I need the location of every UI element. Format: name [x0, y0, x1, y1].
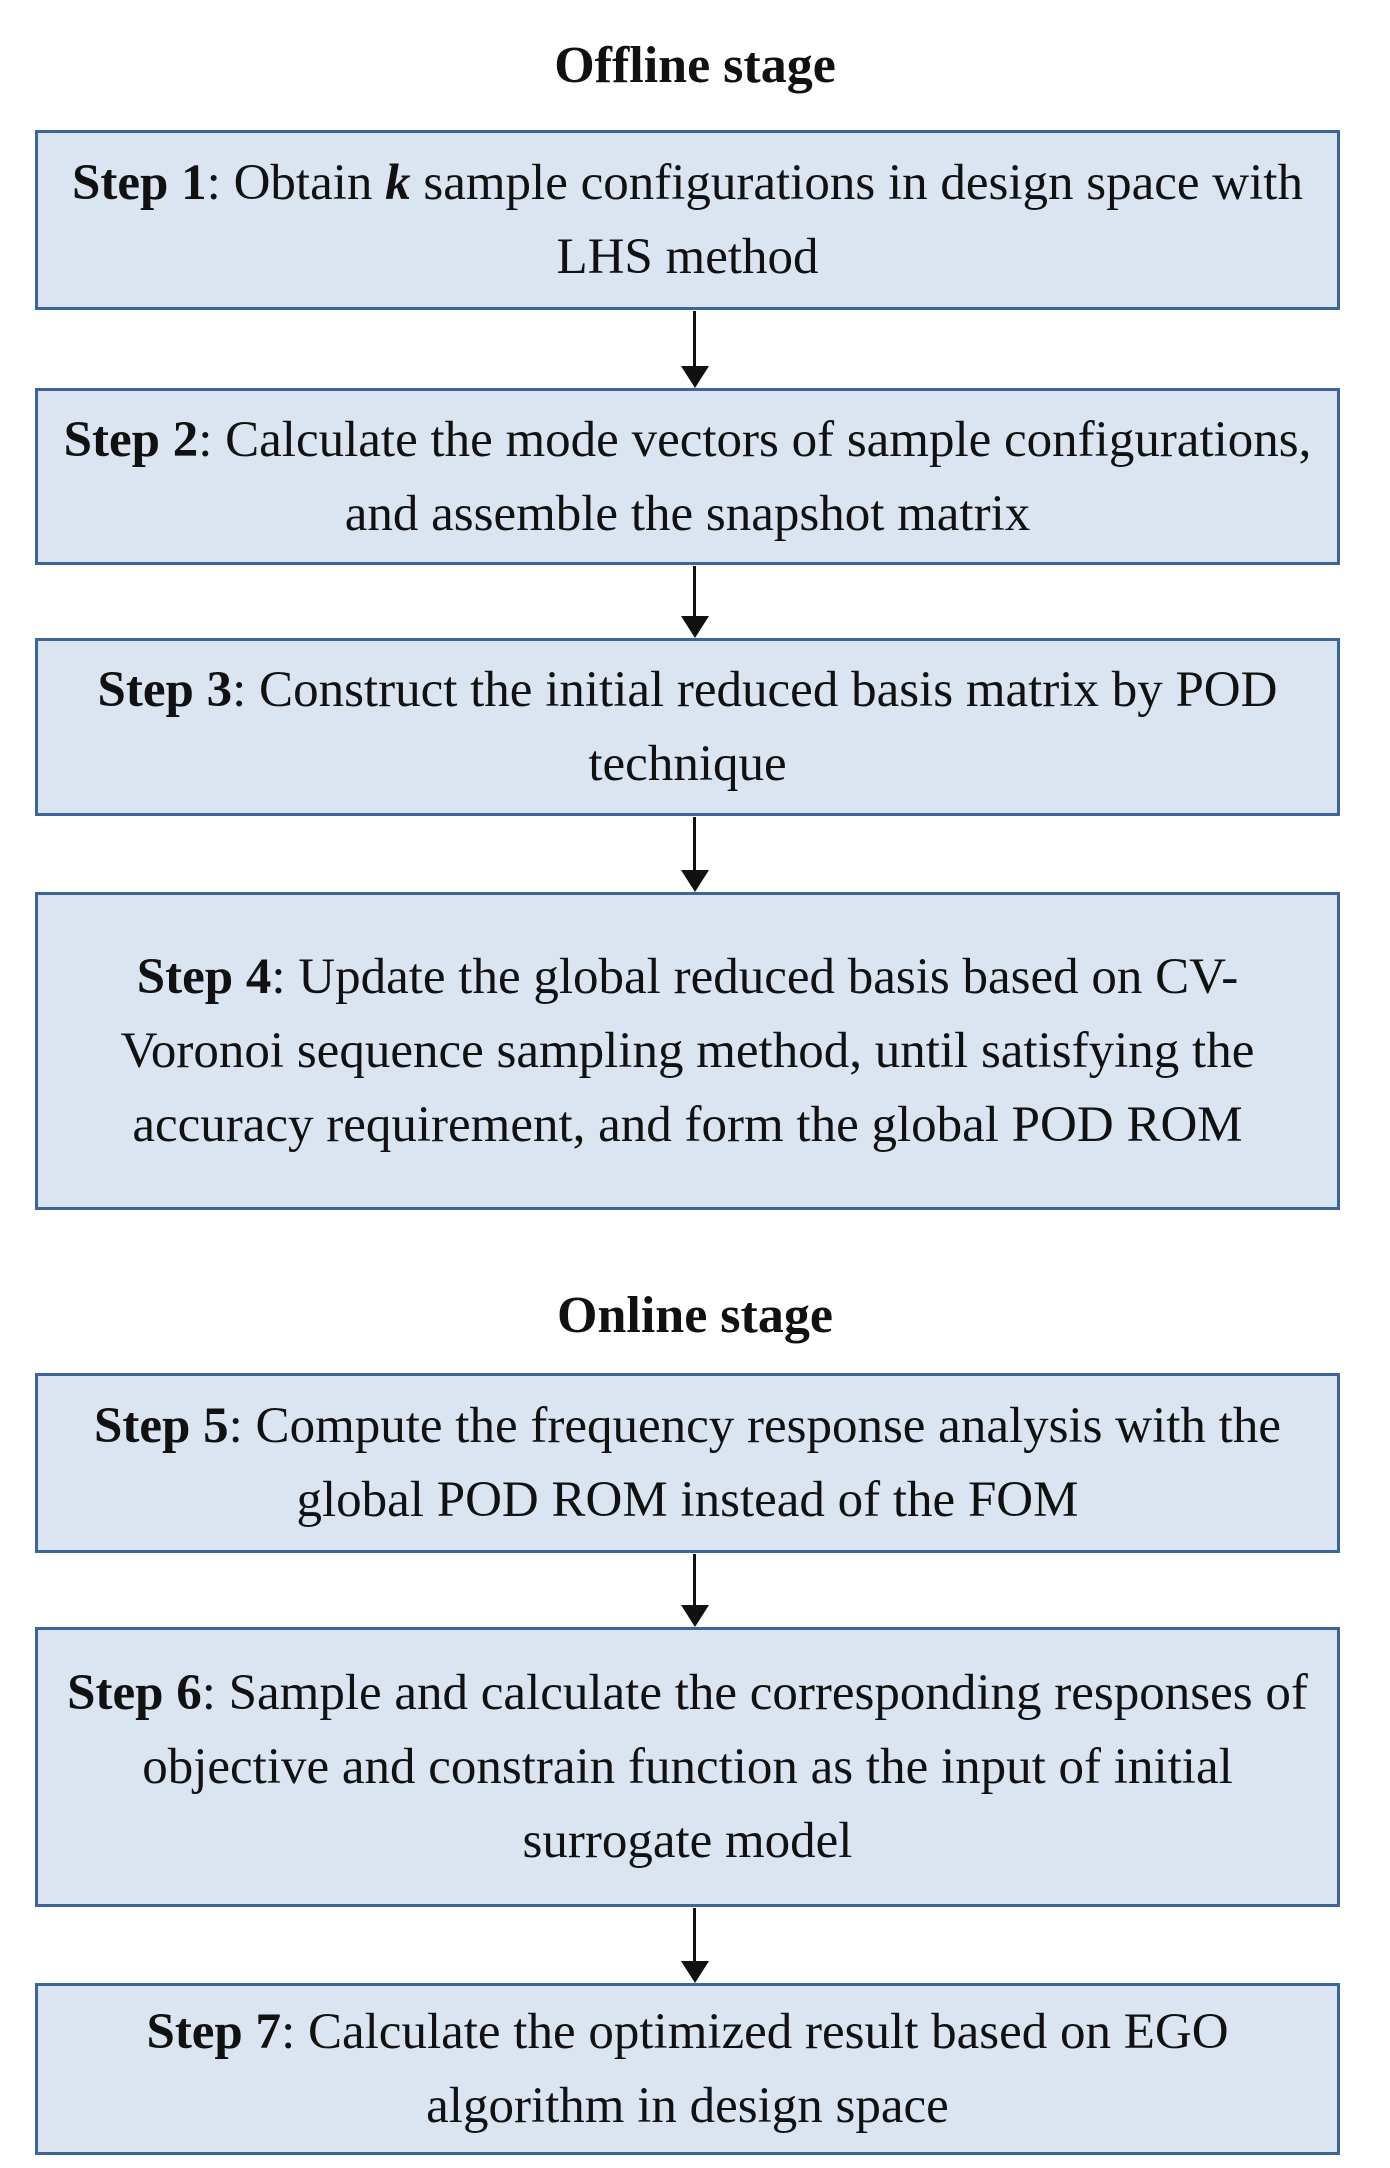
arrow-shaft	[693, 1554, 696, 1610]
step-2-description: : Calculate the mode vectors of sample configurations, and assemble the snapshot matrix	[198, 411, 1312, 542]
step-7-label: Step 7	[146, 2004, 282, 2060]
step-4-label: Step 4	[136, 949, 272, 1005]
step-1-description-end: sample configurations in design space with LHS method	[410, 155, 1303, 285]
arrow-step-5-to-6	[681, 1554, 709, 1627]
step-6-box	[35, 1627, 1340, 1907]
step-3-label: Step 3	[97, 662, 233, 718]
step-6-label: Step 6	[67, 1665, 202, 1721]
step-1-text	[58, 146, 1317, 294]
arrow-shaft	[693, 817, 696, 875]
step-5-label: Step 5	[94, 1398, 229, 1454]
step-4-box	[35, 892, 1340, 1210]
arrow-shaft	[693, 566, 696, 621]
step-6-description: : Sample and calculate the corresponding responses of objective and constrain function as the input of initial surrogate model	[142, 1665, 1308, 1869]
step-2-box	[35, 388, 1340, 565]
arrow-head-icon	[681, 1605, 709, 1627]
step-7-text	[58, 1995, 1317, 2143]
arrow-head-icon	[681, 1961, 709, 1983]
offline-stage-title: Offline stage	[554, 37, 836, 94]
step-5-box	[35, 1373, 1340, 1553]
online-stage-title: Online stage	[557, 1287, 833, 1344]
step-4-description: : Update the global reduced basis based on CV-Voronoi sequence sampling method, until satisfying the accuracy requirement, and form the global POD ROM	[120, 949, 1255, 1153]
arrow-shaft	[693, 311, 696, 371]
step-5-description: : Compute the frequency response analysis with the global POD ROM instead of the FOM	[228, 1398, 1281, 1528]
arrow-shaft	[693, 1908, 696, 1966]
step-1-label: Step 1	[72, 155, 207, 211]
arrow-step-2-to-3	[681, 566, 709, 638]
step-7-box	[35, 1983, 1340, 2155]
arrow-step-1-to-2	[681, 311, 709, 388]
step-3-text	[58, 653, 1317, 801]
step-2-label: Step 2	[63, 411, 199, 468]
arrow-head-icon	[681, 616, 709, 638]
arrow-step-6-to-7	[681, 1908, 709, 1983]
step-1-variable-k: k	[385, 155, 411, 211]
step-4-text	[58, 940, 1317, 1162]
step-2-text	[58, 403, 1317, 551]
arrow-head-icon	[681, 870, 709, 892]
step-5-text	[58, 1389, 1317, 1537]
step-3-description: : Construct the initial reduced basis matrix by POD technique	[232, 662, 1278, 792]
arrow-head-icon	[681, 366, 709, 388]
step-1-description-start: : Obtain	[206, 155, 386, 211]
step-7-description: : Calculate the optimized result based on EGO algorithm in design space	[281, 2004, 1229, 2134]
step-6-text	[58, 1656, 1317, 1878]
step-1-box	[35, 130, 1340, 310]
arrow-step-3-to-4	[681, 817, 709, 892]
step-3-box	[35, 638, 1340, 816]
